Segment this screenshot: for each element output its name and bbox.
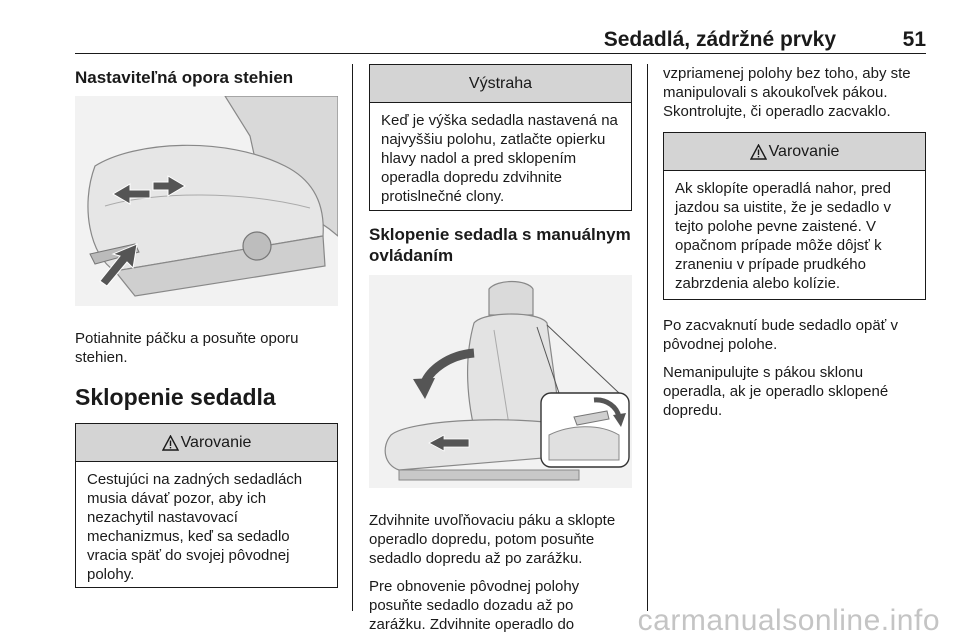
warning-text: Cestujúci na zadných sedadlách musia dávať pozor, aby ich nezachytil nastavovací mechanizmus, keď sa sedadlo vracia späť do svojej pôvodnej polohy.	[87, 471, 303, 583]
column-divider-1	[352, 64, 353, 611]
column-1	[75, 64, 338, 588]
column-2	[369, 64, 632, 634]
page-header	[75, 28, 926, 54]
warning-title: Varovanie	[768, 142, 840, 160]
manual-fold-para-1: Zdvihnite uvoľňovaciu páku a sklopte operadlo dopredu, potom posuňte sedadlo dopredu až po zarážku.	[369, 512, 616, 567]
caution-box-header	[370, 65, 631, 103]
warning-box-header	[664, 133, 925, 171]
watermark: carmanualsonline.info	[637, 604, 940, 637]
header-rule	[75, 53, 926, 54]
warning-text: Ak sklopíte operadlá nahor, pred jazdou sa uistite, že je sedadlo v tejto polohe pevne zaistené. V opačnom prípade môže dôjsť k zraneniu v prípade prudkého zabrzdenia alebo kolízie.	[675, 180, 891, 292]
caution-title: Výstraha	[468, 74, 533, 92]
manual-fold-para-2: Pre obnovenie pôvodnej polohy posuňte sedadlo dozadu až po zarážku. Zdvihnite operadlo do	[369, 578, 580, 633]
column-3	[663, 64, 926, 420]
warning-box-rear-passengers	[75, 423, 338, 588]
caution-text: Keď je výška sedadla nastavená na najvyššiu polohu, zatlačte opierku hlavy nadol a pred sklopením operadla dopredu zdvihnite protislnečné clony.	[381, 112, 618, 205]
fold-seat-heading: Sklopenie sedadla	[75, 384, 276, 410]
warning-box-backrest-locked	[663, 132, 926, 300]
caution-box-seat-height	[369, 64, 632, 211]
thigh-support-heading: Nastaviteľná opora stehien	[75, 68, 294, 87]
manual-fold-heading: Sklopenie sedadla s manuálnym ovládaním	[369, 225, 631, 265]
thigh-support-caption: Potiahnite páčku a posuňte oporu stehien.	[75, 330, 299, 366]
chapter-title: Sedadlá, zádržné prvky	[603, 28, 836, 51]
warning-box-header	[76, 424, 337, 462]
do-not-operate-para: Nemanipulujte s pákou sklonu operadla, ak je operadlo sklopené dopredu.	[663, 364, 889, 419]
column-divider-2	[647, 64, 648, 611]
seat-fold-illustration	[369, 275, 632, 488]
warning-title: Varovanie	[180, 433, 252, 451]
page-number: 51	[902, 28, 926, 51]
thigh-support-illustration	[75, 96, 338, 306]
upright-para: vzpriamenej polohy bez toho, aby ste manipulovali s akoukoľvek pákou. Skontrolujte, či operadlo zacvaklo.	[663, 65, 911, 120]
restored-position-para: Po zacvaknutí bude sedadlo opäť v pôvodnej polohe.	[663, 317, 898, 353]
warning-triangle-icon	[162, 435, 179, 451]
warning-triangle-icon	[750, 144, 767, 160]
seat-fold-image	[369, 275, 632, 488]
seat-cushion-image	[75, 96, 338, 306]
